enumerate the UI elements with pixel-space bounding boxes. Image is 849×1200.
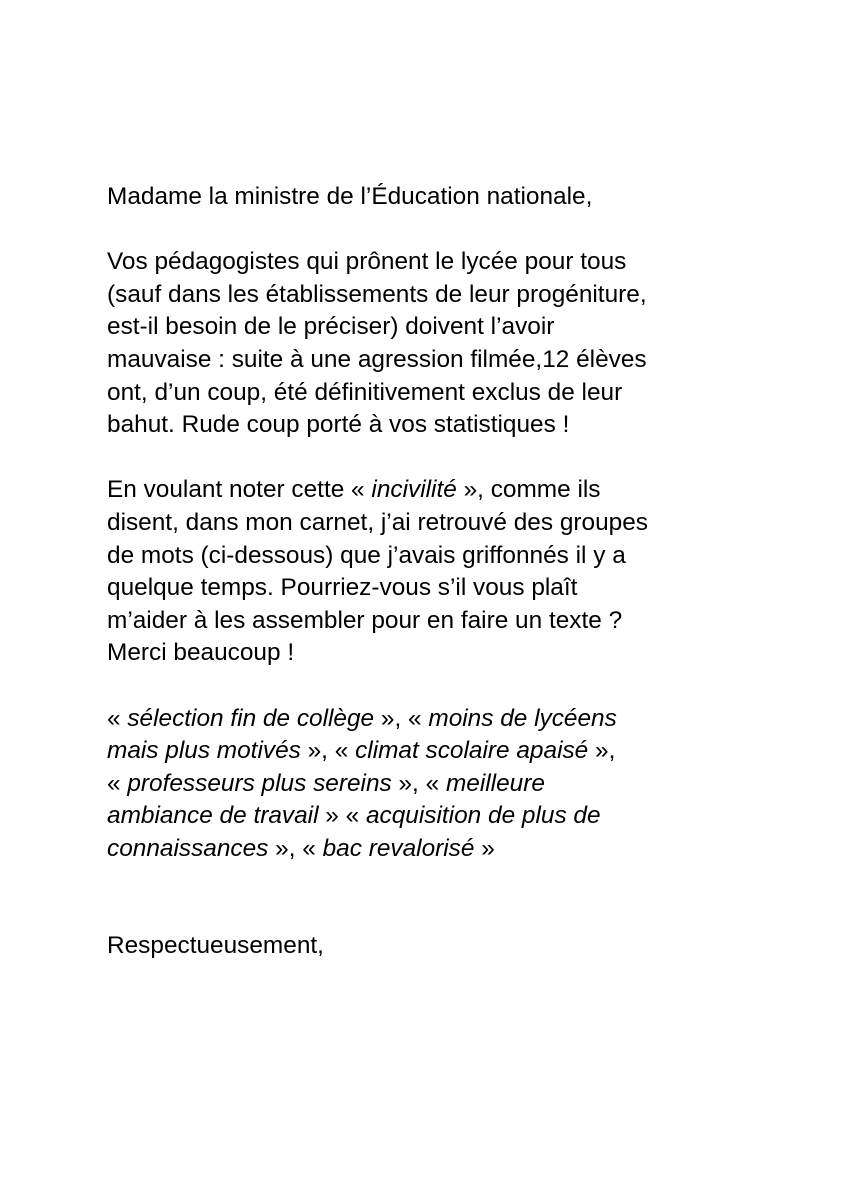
phrase: moins de lycéens — [428, 704, 617, 732]
phrase: acquisition de plus de — [365, 802, 601, 830]
paragraph-line: m’aider à les assembler pour en faire un texte ? — [107, 606, 623, 634]
salutation: Madame la ministre de l’Éducation nationale, — [107, 183, 593, 210]
phrase: climat scolaire apaisé — [355, 737, 589, 765]
paragraph-line: ont, d’un coup, été définitivement exclus de leur — [107, 378, 623, 406]
paragraph-gap — [107, 214, 747, 247]
paragraph-line: (sauf dans les établissements de leur progéniture, — [107, 280, 647, 308]
paragraph-line: Vos pédagogistes qui prônent le lycée pour tous — [107, 248, 627, 276]
phrase: sélection fin de collège — [127, 704, 375, 732]
paragraph-2 — [107, 474, 747, 670]
paragraph-line: bahut. Rude coup porté à vos statistiques ! — [107, 411, 570, 439]
closing: Respectueusement, — [107, 932, 324, 960]
quote-mark: » — [474, 834, 495, 862]
quote-mark: « — [107, 769, 128, 797]
quote-mark: « — [107, 704, 128, 732]
paragraph-gap — [107, 670, 747, 703]
paragraph-line: mauvaise : suite à une agression filmée,12 élèves — [107, 345, 647, 373]
text-fragment: », comme ils — [456, 476, 601, 504]
paragraph-line: de mots (ci-dessous) que j’avais griffonnés il y a — [107, 541, 626, 569]
phrase-line — [107, 703, 747, 736]
paragraph-line: quelque temps. Pourriez-vous s’il vous plaît — [107, 574, 578, 602]
separator: » « — [318, 802, 366, 830]
paragraph-gap — [107, 442, 747, 475]
phrase-line — [107, 768, 747, 801]
paragraph-line — [107, 474, 747, 507]
paragraph-gap — [107, 865, 747, 930]
phrase: meilleure — [445, 769, 545, 797]
phrase-list — [107, 703, 747, 866]
phrase-line — [107, 833, 747, 866]
phrase: ambiance de travail — [107, 802, 319, 830]
phrase: mais plus motivés — [107, 737, 301, 765]
text-fragment: En voulant noter cette « — [107, 476, 372, 504]
paragraph-line: est-il besoin de le préciser) doivent l’avoir — [107, 313, 555, 341]
separator: », « — [300, 737, 356, 765]
separator: », — [588, 737, 616, 765]
separator: », « — [391, 769, 446, 797]
phrase: professeurs plus sereins — [127, 769, 392, 797]
paragraph-line: Merci beaucoup ! — [107, 639, 295, 667]
paragraph-1 — [107, 246, 747, 442]
paragraph-line: disent, dans mon carnet, j’ai retrouvé des groupes — [107, 508, 648, 536]
letter-body — [107, 181, 747, 963]
phrase-line — [107, 735, 747, 768]
phrase-line — [107, 800, 747, 833]
separator: », « — [268, 834, 323, 862]
italic-word: incivilité — [371, 476, 457, 504]
phrase: bac revalorisé — [322, 834, 475, 862]
phrase: connaissances — [107, 834, 269, 862]
separator: », « — [374, 704, 429, 732]
